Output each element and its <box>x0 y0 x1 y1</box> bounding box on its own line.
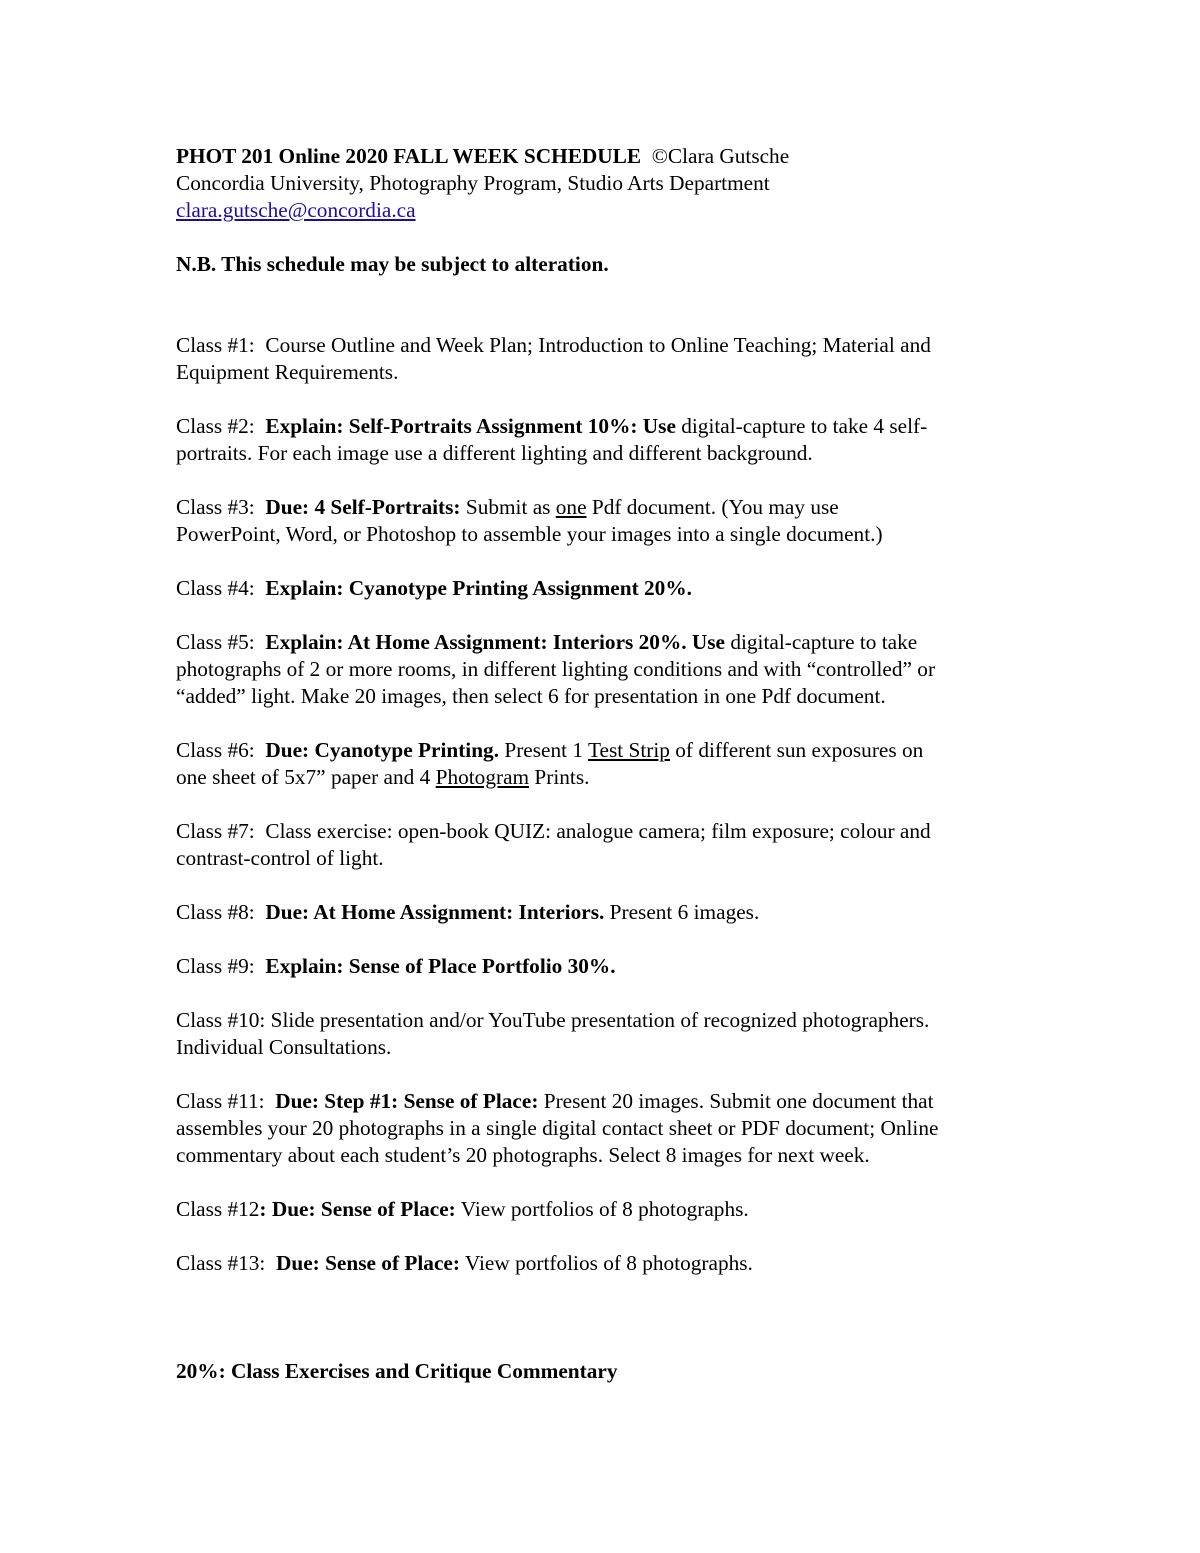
class-description-cont: one sheet of 5x7” paper and 4 <box>176 765 431 789</box>
notice <box>176 251 1026 278</box>
class-description-cont: Prints. <box>534 765 590 789</box>
class-heading: Explain: Sense of Place Portfolio 30%. <box>265 954 616 978</box>
class-label: Class #8: <box>176 900 255 924</box>
class-label: Class #1: <box>176 333 255 357</box>
class-3-entry <box>176 494 1026 548</box>
copyright-text: ©Clara Gutsche <box>651 144 790 168</box>
class-1-entry <box>176 332 1026 386</box>
class-heading: Due: At Home Assignment: Interiors. <box>265 900 605 924</box>
email-link[interactable]: clara.gutsche@concordia.ca <box>176 198 416 222</box>
class-description: Submit as <box>465 495 551 519</box>
class-label: Class #13: <box>176 1251 266 1275</box>
underlined-term: one <box>555 495 587 519</box>
grading-footer <box>176 1358 1026 1385</box>
class-7-entry <box>176 818 1026 872</box>
class-9-entry <box>176 953 1026 980</box>
class-description-cont: PowerPoint, Word, or Photoshop to assemble your images into a single document.) <box>176 522 883 546</box>
class-heading: Explain: At Home Assignment: Interiors 20%. Use <box>265 630 726 654</box>
class-description-cont: commentary about each student’s 20 photographs. Select 8 images for next week. <box>176 1143 870 1167</box>
grading-footer-text: 20%: Class Exercises and Critique Commentary <box>176 1359 618 1383</box>
class-label: Class #4: <box>176 576 255 600</box>
class-13-entry <box>176 1250 1026 1277</box>
class-description-cont: assembles your 20 photographs in a single digital contact sheet or PDF document; Online <box>176 1116 939 1140</box>
class-heading: Due: Step #1: Sense of Place: <box>275 1089 539 1113</box>
class-description: digital-capture to take 4 self- <box>681 414 928 438</box>
class-description: Slide presentation and/or YouTube presentation of recognized photographers. <box>270 1008 930 1032</box>
class-heading: Due: Cyanotype Printing. <box>265 738 500 762</box>
class-description-cont: contrast-control of light. <box>176 846 384 870</box>
class-heading: Explain: Self-Portraits Assignment 10%: Use <box>265 414 676 438</box>
class-description: Class exercise: open-book QUIZ: analogue camera; film exposure; colour and <box>265 819 931 843</box>
class-label: Class #12 <box>176 1197 260 1221</box>
class-5-entry <box>176 629 1026 710</box>
class-label: Class #3: <box>176 495 255 519</box>
class-label: Class #6: <box>176 738 255 762</box>
class-description-cont: “added” light. Make 20 images, then select 6 for presentation in one Pdf document. <box>176 684 886 708</box>
class-4-entry <box>176 575 1026 602</box>
class-10-entry <box>176 1007 1026 1061</box>
class-description: View portfolios of 8 photographs. <box>464 1251 753 1275</box>
class-label: Class #10: <box>176 1008 266 1032</box>
class-heading: : Due: Sense of Place: <box>259 1197 456 1221</box>
class-6-entry <box>176 737 1026 791</box>
class-label: Class #9: <box>176 954 255 978</box>
class-label: Class #2: <box>176 414 255 438</box>
class-heading: Explain: Cyanotype Printing Assignment 20%. <box>265 576 692 600</box>
class-8-entry <box>176 899 1026 926</box>
class-2-entry <box>176 413 1026 467</box>
class-description-cont: Equipment Requirements. <box>176 360 399 384</box>
class-description-cont: portraits. For each image use a different lighting and different background. <box>176 441 813 465</box>
class-description: of different sun exposures on <box>675 738 924 762</box>
class-label: Class #5: <box>176 630 255 654</box>
class-description: Present 6 images. <box>609 900 760 924</box>
class-description: Pdf document. (You may use <box>591 495 839 519</box>
class-description: Present 1 <box>504 738 584 762</box>
underlined-term: Test Strip <box>588 738 670 762</box>
class-description: Course Outline and Week Plan; Introduction to Online Teaching; Material and <box>265 333 931 357</box>
document-header <box>176 143 1026 224</box>
class-heading: Due: 4 Self-Portraits: <box>265 495 461 519</box>
notice-text: N.B. This schedule may be subject to alteration. <box>176 252 609 276</box>
class-description: View portfolios of 8 photographs. <box>460 1197 749 1221</box>
class-description-cont: photographs of 2 or more rooms, in different lighting conditions and with “controlled” or <box>176 657 936 681</box>
class-description: digital-capture to take <box>730 630 918 654</box>
underlined-term: Photogram <box>435 765 530 789</box>
class-description: Present 20 images. Submit one document that <box>543 1089 934 1113</box>
class-label: Class #7: <box>176 819 255 843</box>
class-11-entry <box>176 1088 1026 1169</box>
document-title: PHOT 201 Online 2020 FALL WEEK SCHEDULE <box>176 144 642 168</box>
class-description-cont: Individual Consultations. <box>176 1035 392 1059</box>
title-line <box>176 143 1026 170</box>
institution-line: Concordia University, Photography Program, Studio Arts Department <box>176 171 770 195</box>
document-page <box>176 143 1026 1385</box>
class-label: Class #11: <box>176 1089 265 1113</box>
class-heading: Due: Sense of Place: <box>276 1251 460 1275</box>
class-12-entry <box>176 1196 1026 1223</box>
